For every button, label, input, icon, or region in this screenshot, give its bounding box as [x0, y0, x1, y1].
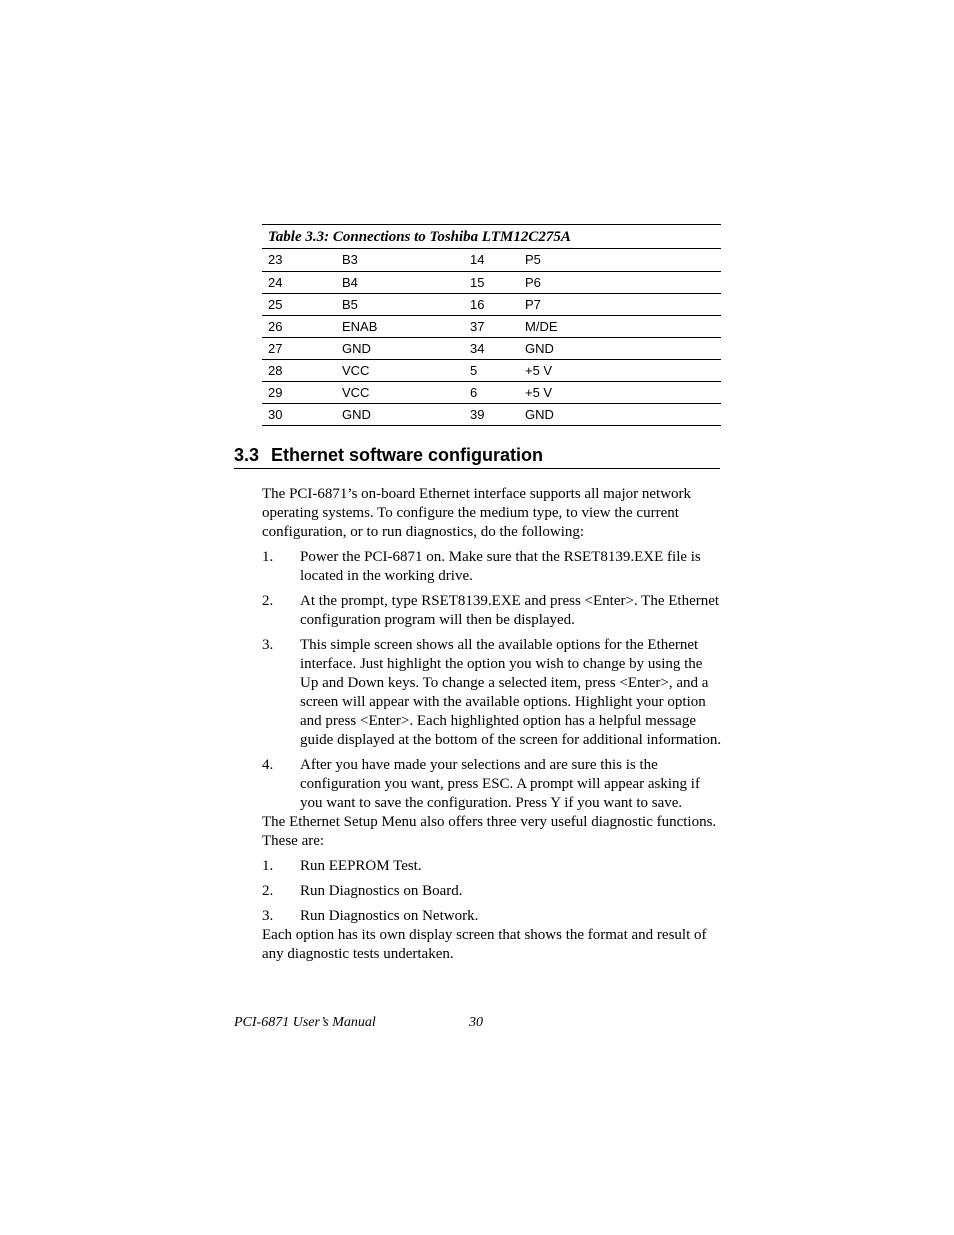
table-cell: 5	[464, 359, 519, 381]
intro-paragraph: The PCI-6871’s on-board Ethernet interface supports all major network operating systems. To configure the medium type, to view the current configuration, or to run diagnostics, do the following:	[262, 486, 692, 540]
list-marker: 3.	[262, 637, 274, 653]
list-item	[262, 882, 722, 901]
table-cell: +5 V	[519, 381, 721, 403]
table-cell: 39	[464, 403, 519, 425]
table-cell: GND	[519, 403, 721, 425]
table-cell: 27	[262, 337, 336, 359]
table-cell: VCC	[336, 381, 464, 403]
table-cell: 26	[262, 315, 336, 337]
table-cell: P6	[519, 271, 721, 293]
list-item	[262, 756, 722, 813]
table-cell: 37	[464, 315, 519, 337]
table-row	[262, 337, 721, 359]
table-row	[262, 381, 721, 403]
list-marker: 1.	[262, 858, 274, 874]
list-item	[262, 907, 722, 926]
table-cell: 16	[464, 293, 519, 315]
list-item-text: At the prompt, type RSET8139.EXE and press <Enter>. The Ethernet configuration program will then be displayed.	[300, 593, 720, 628]
table-cell: B3	[336, 249, 464, 271]
list-marker: 1.	[262, 549, 274, 565]
table-cell: 30	[262, 403, 336, 425]
table-cell: 15	[464, 271, 519, 293]
table-cell: GND	[519, 337, 721, 359]
list-item	[262, 592, 722, 630]
table-row	[262, 315, 721, 337]
table-cell: 24	[262, 271, 336, 293]
list-item	[262, 636, 722, 750]
table-cell: P5	[519, 249, 721, 271]
table-cell: B5	[336, 293, 464, 315]
table-cell: B4	[336, 271, 464, 293]
table-cell: 29	[262, 381, 336, 403]
list-item-text: Run Diagnostics on Board.	[300, 883, 463, 899]
table-cell: 14	[464, 249, 519, 271]
footer-manual-title: PCI-6871 User’s Manual	[234, 1015, 376, 1030]
table-cell: 23	[262, 249, 336, 271]
table-row	[262, 359, 721, 381]
table-cell: 34	[464, 337, 519, 359]
table-row	[262, 249, 721, 271]
table-cell: 6	[464, 381, 519, 403]
table-cell: ENAB	[336, 315, 464, 337]
list-item-text: This simple screen shows all the available options for the Ethernet interface. Just highlight the option you wish to change by using the Up and Down keys. To change a selected item, press <Enter>, and a screen will appear with the available options. Highlight your option and press <Enter>. Each highlighted option has a helpful message guide displayed at the bottom of the screen for additional information.	[300, 637, 722, 748]
list-item-text: Run EEPROM Test.	[300, 858, 422, 874]
closing-paragraph: Each option has its own display screen that shows the format and result of any diagnostic tests undertaken.	[262, 927, 707, 962]
table-cell: VCC	[336, 359, 464, 381]
section-heading	[234, 443, 720, 469]
diagnostics-intro: The Ethernet Setup Menu also offers three very useful diagnostic functions. These are:	[262, 814, 717, 849]
section-body	[262, 485, 722, 964]
table-cell: GND	[336, 403, 464, 425]
connections-table	[262, 224, 721, 426]
list-marker: 4.	[262, 757, 274, 773]
list-marker: 2.	[262, 593, 274, 609]
page-number: 30	[469, 1015, 483, 1030]
list-marker: 2.	[262, 883, 274, 899]
table-cell: P7	[519, 293, 721, 315]
table-cell: 28	[262, 359, 336, 381]
table-cell: +5 V	[519, 359, 721, 381]
table-caption: Table 3.3: Connections to Toshiba LTM12C275A	[262, 224, 721, 249]
list-item-text: After you have made your selections and are sure this is the configuration you want, press ESC. A prompt will appear asking if you want to save the configuration. Press Y if you want to save.	[300, 757, 700, 811]
list-item	[262, 857, 722, 876]
list-item-text: Power the PCI-6871 on. Make sure that the RSET8139.EXE file is located in the working drive.	[300, 549, 701, 584]
list-item-text: Run Diagnostics on Network.	[300, 908, 479, 924]
table-row	[262, 403, 721, 425]
list-item	[262, 548, 722, 586]
table-row	[262, 271, 721, 293]
section-title: Ethernet software configuration	[271, 445, 544, 465]
table-row	[262, 293, 721, 315]
connections-table-body	[262, 249, 721, 426]
table-cell: 25	[262, 293, 336, 315]
table-cell: M/DE	[519, 315, 721, 337]
table-cell: GND	[336, 337, 464, 359]
section-number: 3.3	[234, 445, 260, 465]
list-marker: 3.	[262, 908, 274, 924]
